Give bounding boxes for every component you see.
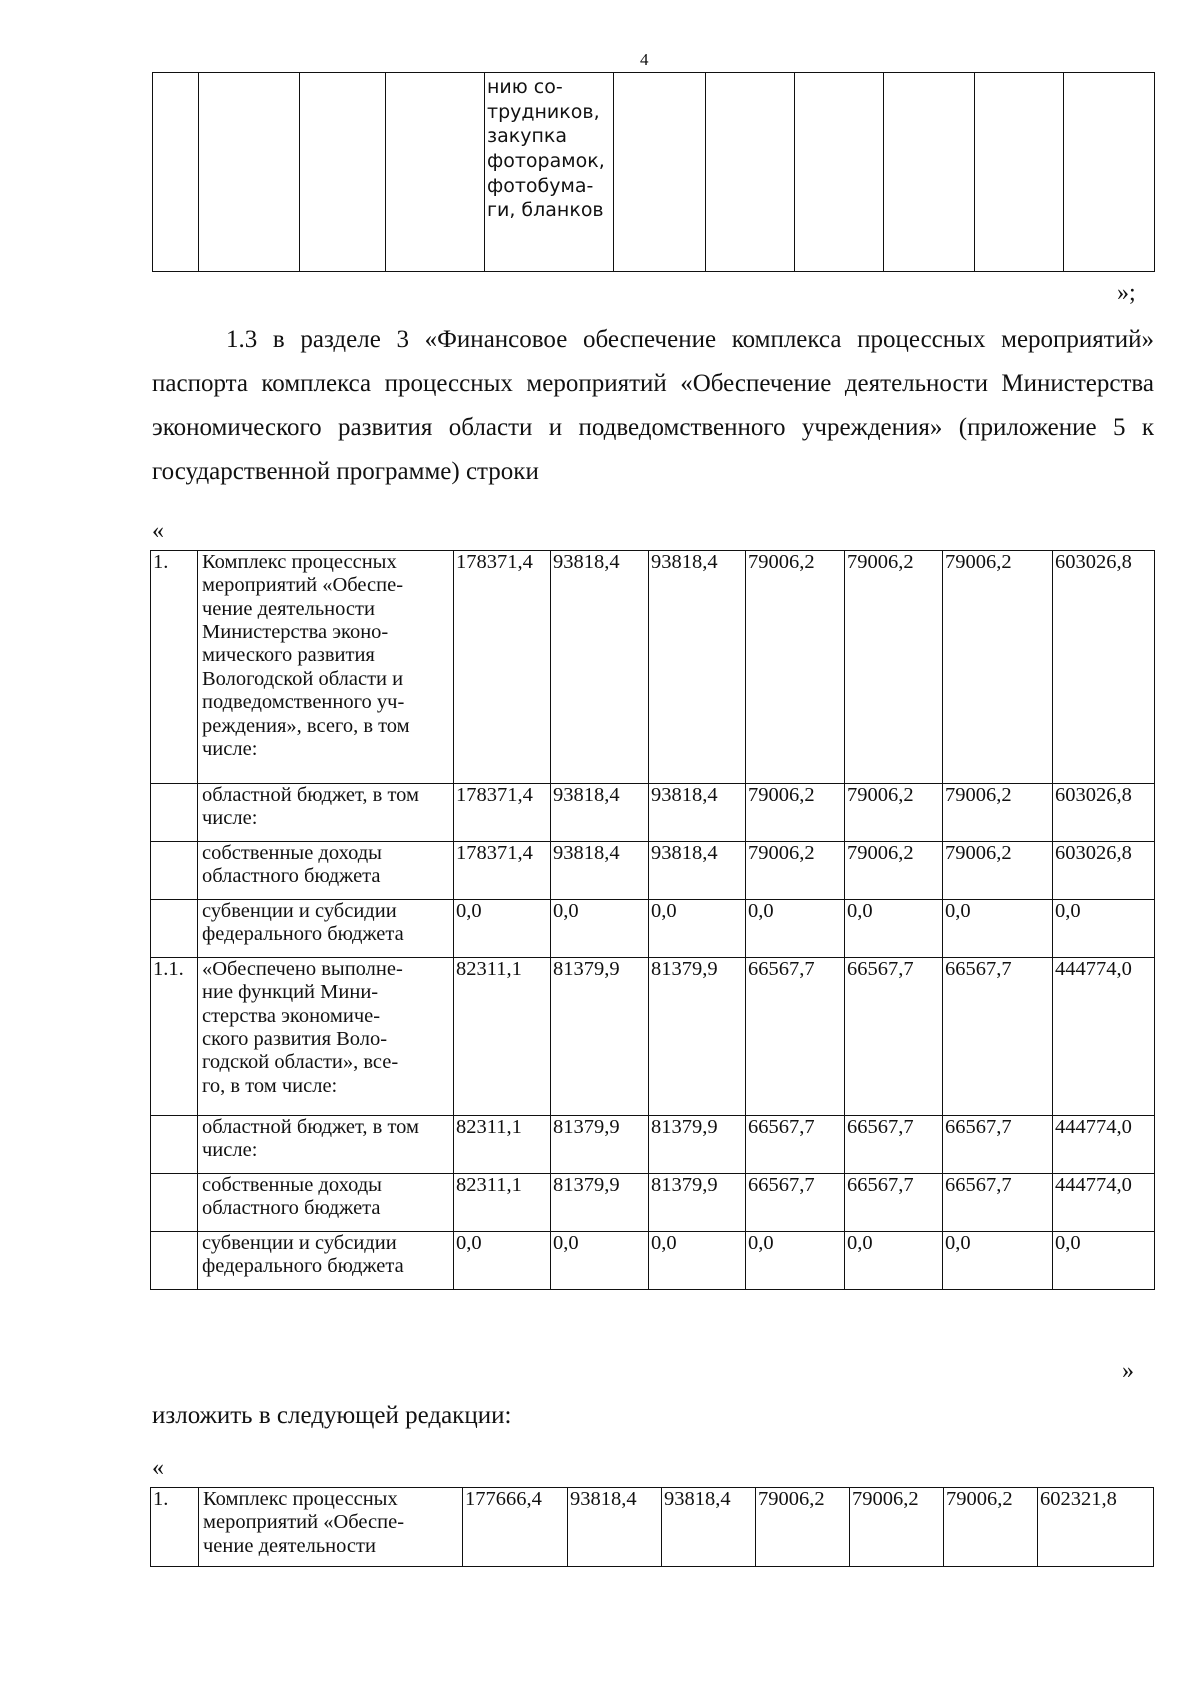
page-number: 4 bbox=[640, 50, 649, 69]
table-row bbox=[151, 1488, 1154, 1567]
value-cell: 66567,7 bbox=[746, 1116, 845, 1174]
value-cell: 66567,7 bbox=[943, 1116, 1053, 1174]
value-cell: 603026,8 bbox=[1053, 784, 1155, 842]
row-number bbox=[151, 842, 198, 900]
value-cell: 79006,2 bbox=[943, 842, 1053, 900]
value-cell: 0,0 bbox=[845, 1232, 943, 1290]
value-cell: 66567,7 bbox=[943, 1174, 1053, 1232]
value-cell: 81379,9 bbox=[551, 958, 649, 1116]
value-cell: 177666,4 bbox=[463, 1488, 568, 1567]
value-cell: 66567,7 bbox=[746, 1174, 845, 1232]
row-label: областной бюджет, в том числе: bbox=[198, 784, 454, 842]
table-cell bbox=[706, 73, 795, 272]
value-cell: 444774,0 bbox=[1053, 958, 1155, 1116]
value-cell: 0,0 bbox=[746, 900, 845, 958]
value-cell: 444774,0 bbox=[1053, 1174, 1155, 1232]
value-cell: 93818,4 bbox=[551, 784, 649, 842]
value-cell: 81379,9 bbox=[649, 1174, 746, 1232]
value-cell: 0,0 bbox=[1053, 1232, 1155, 1290]
value-cell: 93818,4 bbox=[649, 551, 746, 784]
value-cell: 178371,4 bbox=[454, 784, 551, 842]
value-cell: 79006,2 bbox=[845, 842, 943, 900]
value-cell: 93818,4 bbox=[551, 551, 649, 784]
value-cell: 79006,2 bbox=[746, 784, 845, 842]
value-cell: 81379,9 bbox=[649, 958, 746, 1116]
value-cell: 81379,9 bbox=[551, 1174, 649, 1232]
value-cell: 0,0 bbox=[551, 900, 649, 958]
replacement-intro: изложить в следующей редакции: bbox=[152, 1402, 512, 1429]
value-cell: 0,0 bbox=[649, 900, 746, 958]
value-cell: 0,0 bbox=[649, 1232, 746, 1290]
closing-quote: » bbox=[1122, 1358, 1134, 1384]
value-cell: 93818,4 bbox=[662, 1488, 756, 1567]
value-cell: 602321,8 bbox=[1038, 1488, 1154, 1567]
row-number bbox=[151, 1232, 198, 1290]
amendment-paragraph: 1.3 в разделе 3 «Финансовое обеспечение комплекса процессных мероприятий» паспорта комплекса процессных мероприятий «Обеспечение деятельности Министерства экономического развития области и подведомственного учреждения» (приложение 5 к государственной программе) строки bbox=[152, 326, 1154, 485]
value-cell: 66567,7 bbox=[845, 1174, 943, 1232]
row-label: собственные доходы областного бюджета bbox=[198, 1174, 454, 1232]
value-cell: 178371,4 bbox=[454, 842, 551, 900]
table-row bbox=[151, 842, 1155, 900]
row-label: субвенции и субсидии федерального бюджета bbox=[198, 900, 454, 958]
table-cell bbox=[386, 73, 485, 272]
value-cell: 82311,1 bbox=[454, 958, 551, 1116]
table-cell bbox=[199, 73, 300, 272]
value-cell: 93818,4 bbox=[551, 842, 649, 900]
value-cell: 79006,2 bbox=[756, 1488, 850, 1567]
value-cell: 79006,2 bbox=[943, 551, 1053, 784]
table-row bbox=[153, 73, 1155, 272]
value-cell: 0,0 bbox=[1053, 900, 1155, 958]
value-cell: 0,0 bbox=[746, 1232, 845, 1290]
value-cell: 79006,2 bbox=[746, 551, 845, 784]
value-cell: 603026,8 bbox=[1053, 842, 1155, 900]
table-row bbox=[151, 1232, 1155, 1290]
value-cell: 81379,9 bbox=[649, 1116, 746, 1174]
table-row bbox=[151, 1116, 1155, 1174]
value-cell: 82311,1 bbox=[454, 1174, 551, 1232]
value-cell: 81379,9 bbox=[551, 1116, 649, 1174]
opening-quote: « bbox=[152, 1455, 164, 1481]
value-cell: 0,0 bbox=[943, 900, 1053, 958]
row-number bbox=[151, 1116, 198, 1174]
row-label: «Обеспечено выполне- ние функций Мини- стерства экономиче- ского развития Воло- годской области», все- го, в том числе: bbox=[198, 958, 454, 1116]
value-cell: 66567,7 bbox=[746, 958, 845, 1116]
table-cell bbox=[300, 73, 386, 272]
value-cell: 0,0 bbox=[551, 1232, 649, 1290]
value-cell: 178371,4 bbox=[454, 551, 551, 784]
financing-table-old bbox=[150, 550, 1155, 1290]
value-cell: 0,0 bbox=[845, 900, 943, 958]
table-cell bbox=[884, 73, 975, 272]
row-number bbox=[151, 900, 198, 958]
row-number: 1.1. bbox=[151, 958, 198, 1116]
row-number bbox=[151, 784, 198, 842]
table-cell: нию со- трудников, закупка фоторамок, фотобума- ги, бланков bbox=[485, 73, 614, 272]
table-cell bbox=[975, 73, 1064, 272]
closing-quote: »; bbox=[1117, 280, 1136, 306]
value-cell: 66567,7 bbox=[845, 1116, 943, 1174]
continued-table-fragment bbox=[152, 72, 1155, 272]
table-row bbox=[151, 900, 1155, 958]
table-cell bbox=[795, 73, 884, 272]
table-cell bbox=[153, 73, 199, 272]
value-cell: 79006,2 bbox=[943, 784, 1053, 842]
row-number: 1. bbox=[151, 551, 198, 784]
financing-table-new bbox=[150, 1487, 1154, 1567]
row-label: Комплекс процессных мероприятий «Обеспе- чение деятельности bbox=[199, 1488, 463, 1567]
table-cell bbox=[1064, 73, 1155, 272]
value-cell: 603026,8 bbox=[1053, 551, 1155, 784]
row-number bbox=[151, 1174, 198, 1232]
value-cell: 0,0 bbox=[943, 1232, 1053, 1290]
table-row bbox=[151, 1174, 1155, 1232]
opening-quote: « bbox=[152, 518, 164, 544]
value-cell: 79006,2 bbox=[944, 1488, 1038, 1567]
table-row bbox=[151, 784, 1155, 842]
value-cell: 444774,0 bbox=[1053, 1116, 1155, 1174]
row-number: 1. bbox=[151, 1488, 199, 1567]
row-label: субвенции и субсидии федерального бюджета bbox=[198, 1232, 454, 1290]
value-cell: 66567,7 bbox=[943, 958, 1053, 1116]
value-cell: 93818,4 bbox=[568, 1488, 662, 1567]
value-cell: 82311,1 bbox=[454, 1116, 551, 1174]
table-cell bbox=[614, 73, 706, 272]
value-cell: 79006,2 bbox=[850, 1488, 944, 1567]
row-label: Комплекс процессных мероприятий «Обеспе- чение деятельности Министерства эконо- мического развития Вологодской области и подведомственного уч- реждения», всего, в том числе: bbox=[198, 551, 454, 784]
value-cell: 66567,7 bbox=[845, 958, 943, 1116]
value-cell: 79006,2 bbox=[845, 784, 943, 842]
row-label: собственные доходы областного бюджета bbox=[198, 842, 454, 900]
table-row bbox=[151, 958, 1155, 1116]
table-row bbox=[151, 551, 1155, 784]
value-cell: 79006,2 bbox=[845, 551, 943, 784]
value-cell: 0,0 bbox=[454, 1232, 551, 1290]
value-cell: 93818,4 bbox=[649, 784, 746, 842]
row-label: областной бюджет, в том числе: bbox=[198, 1116, 454, 1174]
value-cell: 93818,4 bbox=[649, 842, 746, 900]
value-cell: 79006,2 bbox=[746, 842, 845, 900]
value-cell: 0,0 bbox=[454, 900, 551, 958]
